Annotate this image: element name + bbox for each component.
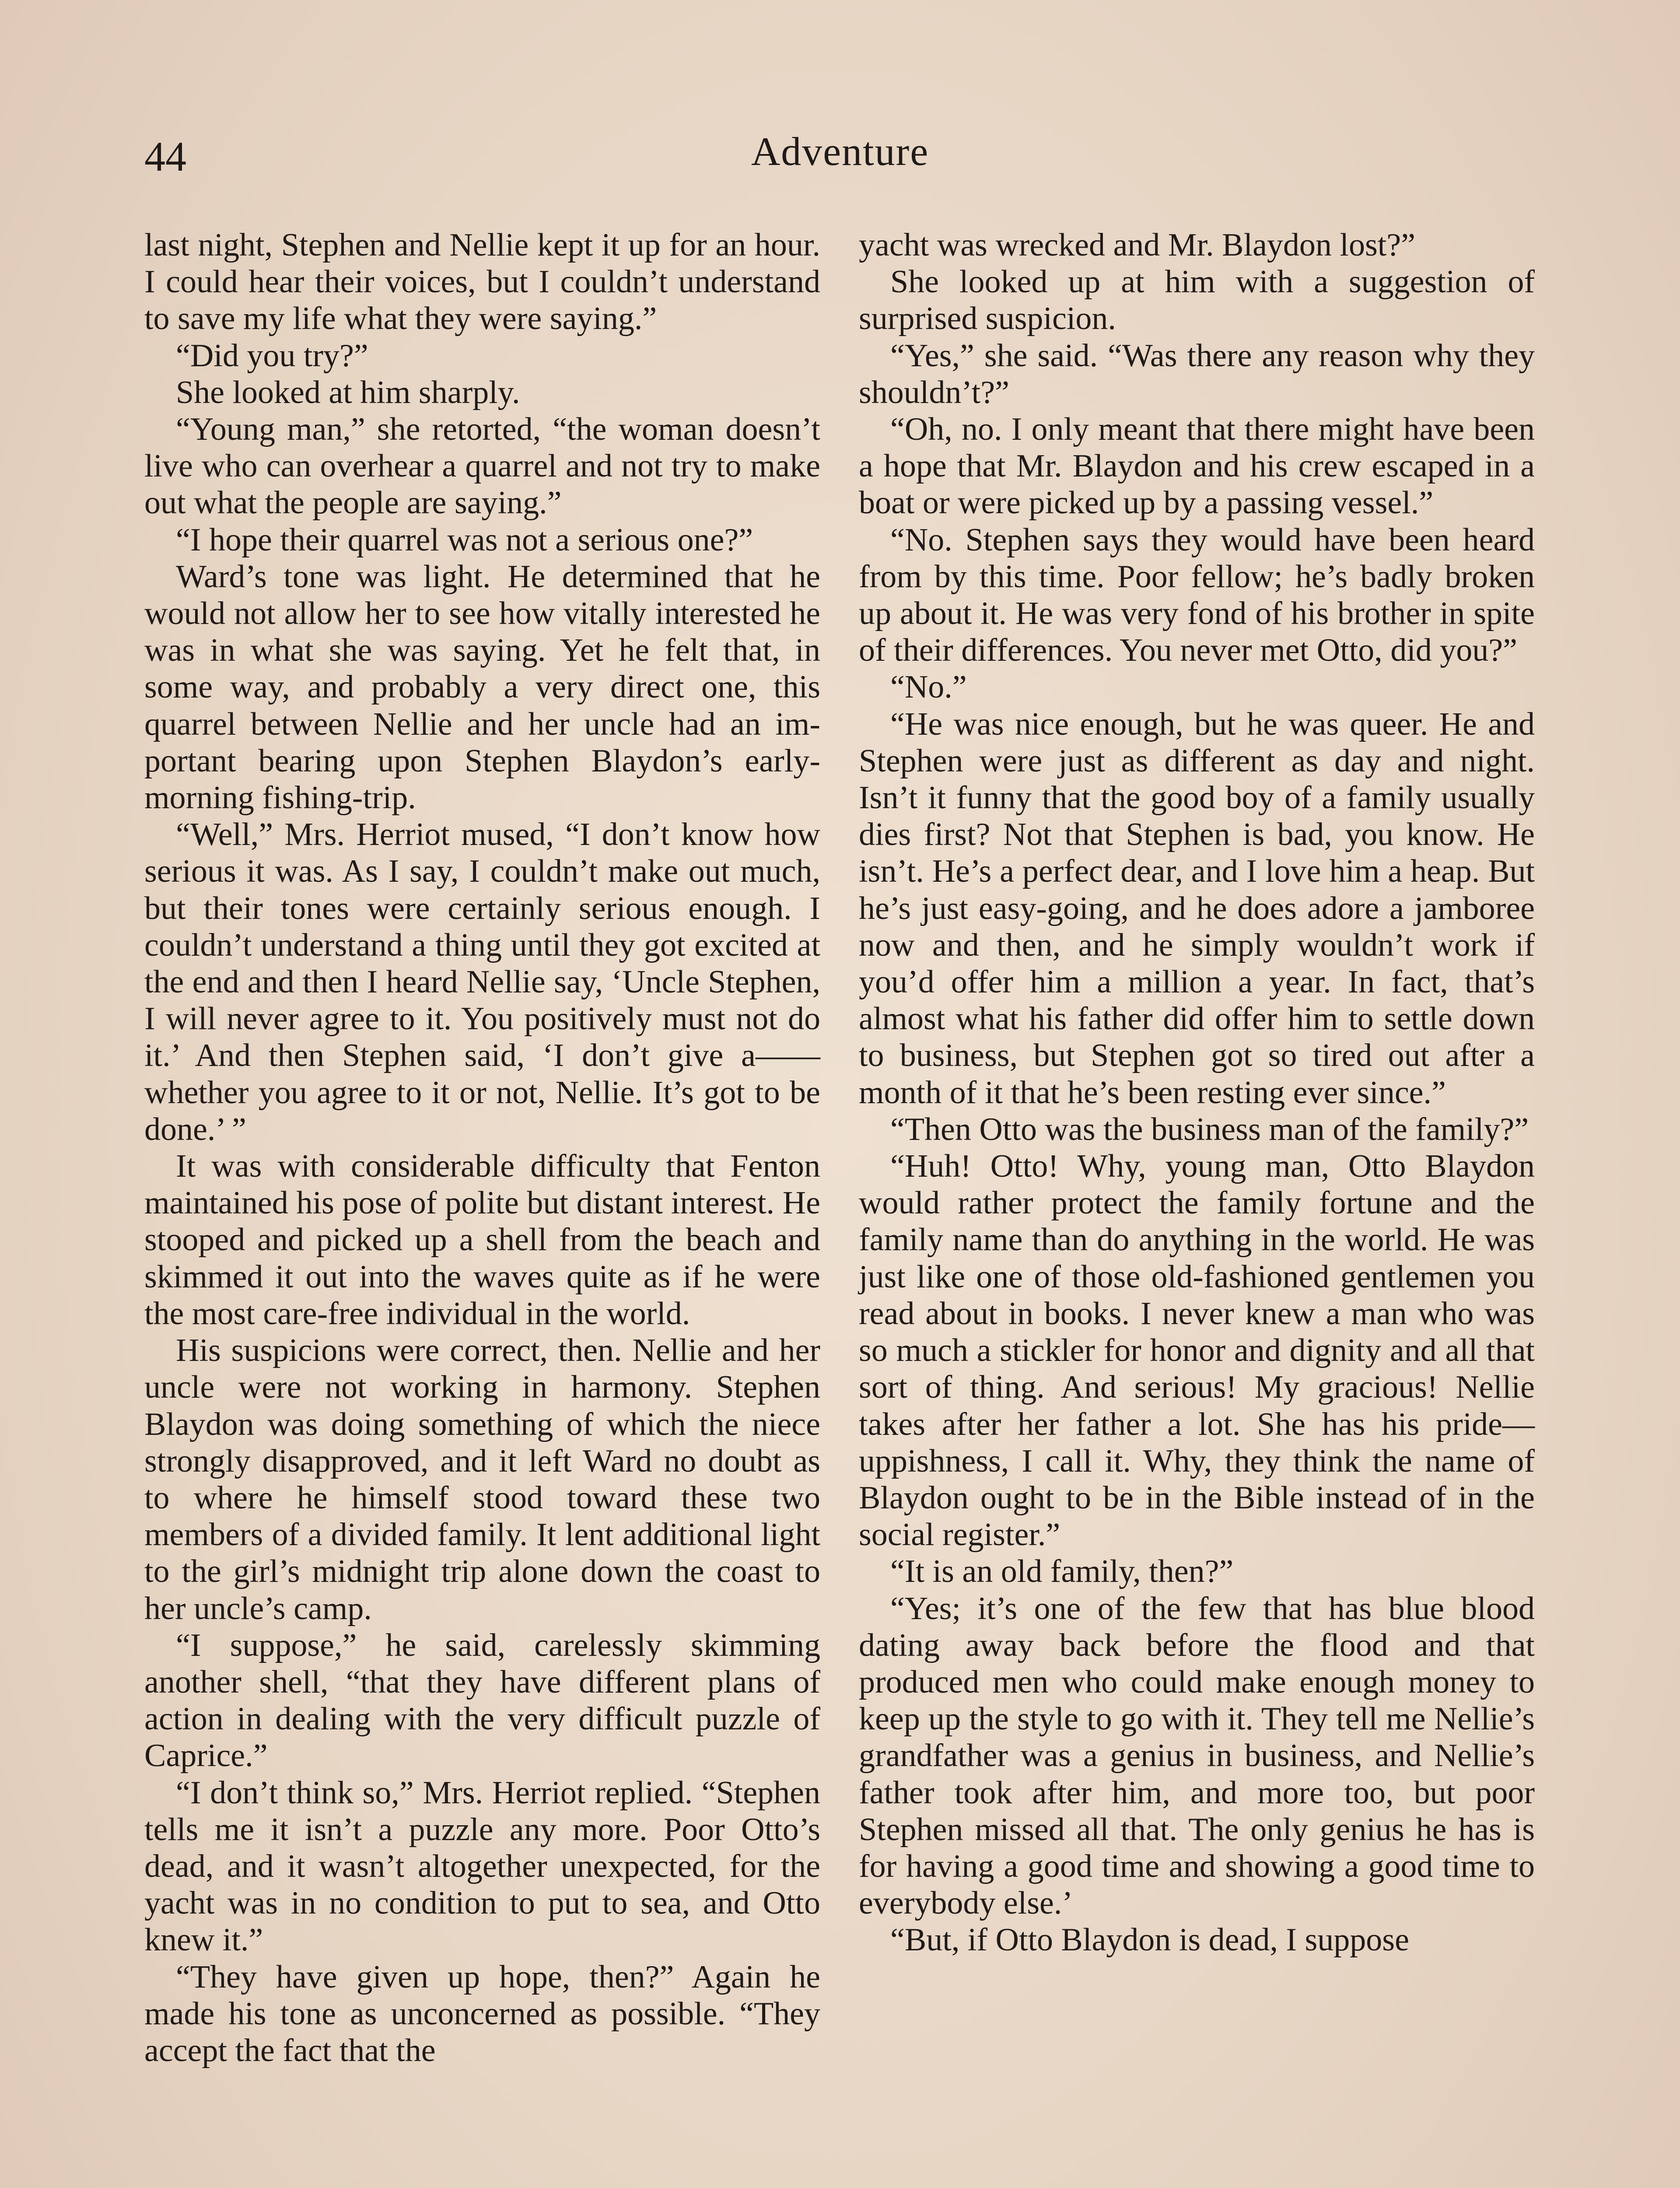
paragraph: “Then Otto was the business man of the family?” xyxy=(890,1111,1529,1147)
paragraph: “Oh, no. I only meant that there might have been a hope that Mr. Blaydon and his crew escaped in a boat or were picked up by a passing vessel.” xyxy=(859,411,1535,521)
paragraph: “Yes,” she said. “Was there any reason why they shouldn’t?” xyxy=(859,337,1535,410)
paragraph: She looked up at him with a suggestion of surprised suspicion. xyxy=(859,264,1535,337)
paragraph: “I hope their quarrel was not a serious one?” xyxy=(176,522,753,558)
paragraph: It was with considerable difficulty that Fenton maintained his pose of polite but distant interest. He stooped and picked up a shell from the beach and skimmed it out into the waves quite as if he were the most care-free individual in the world. xyxy=(144,1148,820,1332)
paragraph: “Well,” Mrs. Herriot mused, “I don’t know how serious it was. As I say, I couldn’t make out much, but their tones were certainly serious enough. I couldn’t understand a thing until they got excited at the end and then I heard Nellie say, ‘Uncle Stephen, I will never agree to it. You positively must not do it.’ And then Stephen said, ‘I don’t give a—— whether you agree to it or not, Nellie. It’s got to be done.’ ” xyxy=(144,817,820,1147)
paragraph: “Young man,” she retorted, “the woman doesn’t live who can overhear a quarrel and not try to make out what the people are saying.” xyxy=(144,411,820,521)
paragraph: “Did you try?” xyxy=(176,337,368,374)
page-header xyxy=(144,127,1536,193)
paragraph: “I suppose,” he said, carelessly skimming another shell, “that they have different plans of action in dealing with the very difficult puzzle of Caprice.” xyxy=(144,1627,820,1774)
right-column xyxy=(859,227,1535,1959)
paragraph: She looked at him sharply. xyxy=(176,374,520,410)
paragraph: “Huh! Otto! Why, young man, Otto Blaydon would rather protect the family fortune and the family name than do anything in the world. He was just like one of those old-fashioned gentlemen you read about in books. I never knew a man who was so much a stickler for honor and dignity and all that sort of thing. And serious! My gracious! Nellie takes after her father a lot. She has his pride—uppishness, I call it. Why, they think the name of Blaydon ought to be in the Bible instead of in the social register.” xyxy=(859,1148,1535,1553)
paragraph: “No.” xyxy=(890,669,967,705)
left-column xyxy=(144,227,820,2069)
paragraph: “But, if Otto Blaydon is dead, I suppose xyxy=(890,1922,1409,1958)
paragraph: “Yes; it’s one of the few that has blue blood dating away back before the flood and that produced men who could make enough money to keep up the style to go with it. They tell me Nellie’s grandfather was a genius in business, and Nellie’s father took after him, and more too, but poor Stephen missed all that. The only genius he has is for having a good time and showing a good time to everybody else.’ xyxy=(859,1590,1535,1922)
page-number: 44 xyxy=(144,133,186,180)
paragraph: His suspicions were correct, then. Nellie and her uncle were not working in harmony. Stephen Blaydon was doing something of which the niece strongly disapproved, and it left Ward no doubt as to where he himself stood toward these two members of a divided family. It lent additional light to the girl’s midnight trip alone down the coast to her uncle’s camp. xyxy=(144,1332,820,1627)
paragraph: “They have given up hope, then?” Again he made his tone as unconcerned as possible. “They accept the fact that the xyxy=(144,1959,820,2069)
paragraph: “No. Stephen says they would have been heard from by this time. Poor fellow; he’s badly broken up about it. He was very fond of his brother in spite of their differences. You never met Otto, did you?” xyxy=(859,522,1535,669)
running-title: Adventure xyxy=(751,129,929,174)
paragraph: “It is an old family, then?” xyxy=(890,1553,1234,1590)
paragraph: “He was nice enough, but he was queer. He and Stephen were just as different as day and night. Isn’t it funny that the good boy of a family usually dies first? Not that Stephen is bad, you know. He isn’t. He’s a perfect dear, and I love him a heap. But he’s just easy-going, and he does adore a jamboree now and then, and he simply wouldn’t work if you’d offer him a million a year. In fact, that’s almost what his father did offer him to settle down to business, but Stephen got so tired out after a month of it that he’s been resting ever since.” xyxy=(859,706,1535,1111)
paragraph: Ward’s tone was light. He determined that he would not allow her to see how vitally interested he was in what she was saying. Yet he felt that, in some way, and probably a very direct one, this quarrel between Nellie and her uncle had an important bearing upon Stephen Blaydon’s early-morning fishing-trip. xyxy=(144,558,820,816)
paragraph: “I don’t think so,” Mrs. Herriot replied. “Stephen tells me it isn’t a puzzle any more. Poor Otto’s dead, and it wasn’t altogether unexpected, for the yacht was in no condition to put to sea, and Otto knew it.” xyxy=(144,1774,820,1958)
paragraph: yacht was wrecked and Mr. Blaydon lost?” xyxy=(859,227,1416,263)
paragraph: last night, Stephen and Nellie kept it up for an hour. I could hear their voices, but I couldn’t understand to save my life what they were saying.” xyxy=(144,227,820,337)
